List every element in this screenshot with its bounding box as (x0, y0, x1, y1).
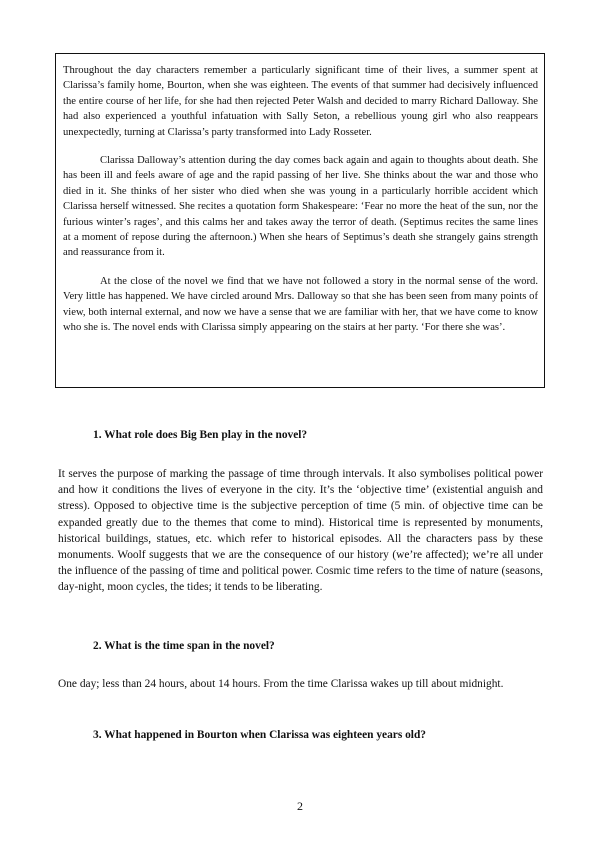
question-2-answer: One day; less than 24 hours, about 14 hours. From the time Clarissa wakes up till about midnight. (58, 678, 504, 690)
question-1-answer: It serves the purpose of marking the passage of time through intervals. It also symbolises political power and how it conditions the lives of everyone in the city. It’s the ‘objective time’ (existential anguish and stress). Opposed to objective time is the subjective perception of time (5 min. of objective time can be expanded greatly due to the themes that come to mind). Historical time is represented by monuments, historical buildings, statues, etc. which refer to historical episodes. All the characters pass by these monuments. Woolf suggests that we are the consequence of our history (we’re affected); we’re all under the influence of the passing of time and political power. Cosmic time refers to the time of nature (seasons, day-night, moon cycles, the tides; it tends to be liberating. (58, 468, 543, 594)
box-paragraph-3: At the close of the novel we find that we have not followed a story in the normal sense of the word. Very little has happened. We have circled around Mrs. Dalloway so that she has been seen from many points of view, both internal external, and now we have a sense that we are familiar with her, that we have come to know who she is. The novel ends with Clarissa simply appearing on the stairs at her party. ‘For there she was’. (63, 275, 538, 334)
question-3-heading: 3. What happened in Bourton when Clarissa was eighteen years old? (93, 729, 427, 741)
page-number: 2 (297, 799, 303, 813)
box-paragraph-2: Clarissa Dalloway’s attention during the day comes back again and again to thoughts about death. She has been ill and feels aware of age and the rapid passing of her live. She thinks about the war and those who died in it. She thinks of her sister who died when she was young in a particularly horrible accident which Clarissa herself witnessed. She recites a quotation form Shakespeare: ‘Fear no more the heat of the sun, nor the furious winter’s rages’, and this calms her and takes away the terror of death. (Septimus recites the same lines at a moment of repose during the afternoon.) When she hears of Septimus’s death she strangely gains strength and reassurance from it. (63, 155, 538, 259)
question-2-heading: 2. What is the time span in the novel? (93, 640, 275, 652)
question-1-heading: 1. What role does Big Ben play in the novel? (93, 429, 308, 441)
box-paragraph-1: Throughout the day characters remember a particularly significant time of their lives, a summer spent at Clarissa’s family home, Bourton, when she was eighteen. The events of that summer had decisively influenced the entire course of her life, for she had then rejected Peter Walsh and decided to marry Richard Dalloway. She had also experienced a youthful infatuation with Sally Seton, a rebellious young girl who also reappears unexpectedly, turning at Clarissa’s party transformed into Lady Rosseter. (63, 65, 538, 138)
summary-box (55, 53, 545, 388)
